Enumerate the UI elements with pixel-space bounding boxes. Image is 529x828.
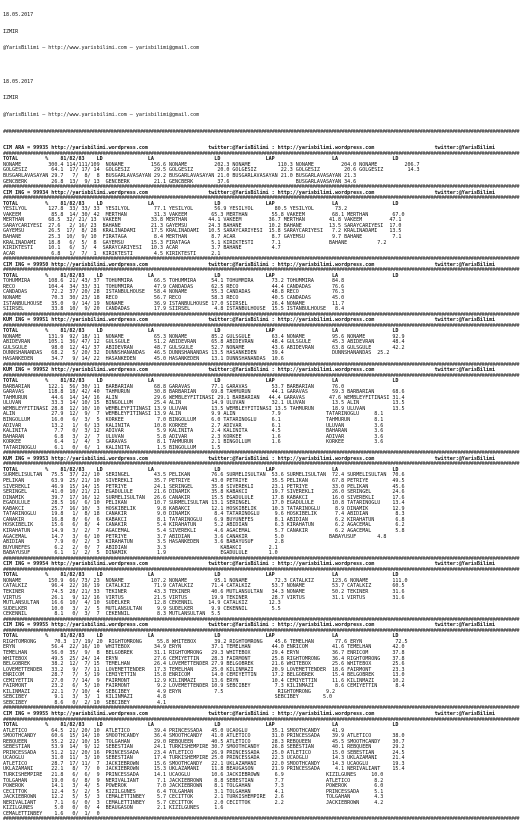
header-city: IZMIR — [3, 28, 19, 35]
header-date-repeat: 18.05.2017 — [3, 78, 34, 85]
column-header: TOTAL % 81/82/83 LD LA LD LAP LA LD — [3, 633, 399, 640]
table-row: UCAOGLU 31.0 11/ 3/ 10 SEBESTIAN 17.4 TURKISHEMPIRE 25.0 PRINCESSADA 22.3 UCAOGLU 14.3 UKLAZAMANI 21.4 — [3, 755, 405, 762]
divider-rule: ################################################################################################################################################################################################ — [3, 555, 520, 562]
table-row: AGACEMAL 14.7 3/ 6/ 10 PETRIYE 3.7 ABIDIAN 3.6 CANAKIR 5.0 BABAYUSUF 4.8 — [3, 533, 387, 540]
table-row: GARAVAS 118.8 18/ 42/ 40 TAHMURUN 30.8 BARBARIAN 69.8 TAHMURUN 44.1 GARAVAS 59.3 BARBARIAN 68.6 — [3, 389, 405, 396]
table-row: GOLGESIZ 64.1 17/ 17/ 14 GOLGESIZ 29.5 GOLGESIZ 20.0 GOLGESIZ 22.3 GOLGESIZ 20.6 GOLGESIZ 14.3 — [3, 167, 420, 174]
header-city-repeat: IZMIR — [3, 95, 19, 102]
table-row: ENRICOM 28.7 7/ 5/ 19 CEMIYETTIN 15.8 ENRICOM 14.0 CEMIYETTIN 17.2 BELGOBREK 15.4 BELGOBREK 13.0 — [3, 672, 405, 679]
divider-rule: ################################################################################################################################################################################################ — [3, 150, 520, 157]
header-contact-repeat: @YarisBilimi — http://www.yarisbilimi.com — yarisbilimi@gmail.com — [3, 111, 200, 118]
table-row: TURKISHEMPIRE 21.8 6/ 6/ 9 PRINCESSADA 14.1 UCAOGLU 10.6 JACKIEBROWN 6.9 KIZILGUNES 10.0 — [3, 772, 384, 779]
results-sheet — [3, 2, 526, 823]
table-row: NONAME 150.9 66/ 73/ 23 NONAME 107.2 NONAME 95.1 NONAME 72.3 CATALKIZ 123.6 NONAME 111.0 — [3, 577, 408, 584]
race-block — [3, 712, 526, 823]
table-row: VAKEEM 85.8 14/ 30/ 42 MERTHAN 31.3 VAKEEM 65.3 MERTHAN 55.8 VAKEEM 68.1 MERTHAN 67.0 — [3, 211, 405, 218]
race-block — [3, 191, 526, 263]
table-row: TOHUMMIRA 108.6 21/ 43/ 37 TOHUMMIRA 66.5 TOHUMMIRA 54.1 TOHUMMIRA 73.2 TOHUMMIRA 84.8 — [3, 278, 345, 285]
header-contact: @YarisBilimi — http://www.yarisbilimi.com — yarisbilimi@gmail.com — [3, 45, 200, 52]
table-row: YESILYOL 127.8 33/ 33/ 33 YESILYOL 77.1 YESILYOL 56.9 YESILYOL 80.5 YESILYOL 73.2 — [3, 206, 348, 213]
table-row: KIZILGUNES 5.0 0/ 0/ 4 BEAUGASON 2.1 KIZILGUNES 1.6 — [3, 805, 224, 812]
divider-rule: ################################################################################################################################################################################################ — [3, 716, 520, 723]
table-row: CANDADAS 72.2 37/ 20/ 28 ISTANBULHOUSE 58.4 NONAME 55.3 CANDADAS 48.8 RECO 76.3 — [3, 289, 345, 296]
race-block — [3, 368, 526, 457]
divider-rule: ################################################################################################################################################################################################ — [3, 267, 520, 274]
table-row: SEBCIBEY 8.6 0/ 2/ 10 SEBCIBEY 4.1 — [3, 699, 166, 706]
table-row: SIVEREKLI 46.9 15/ 14/ 15 PETRIYE 24.1 SERINGEL 35.8 SIVEREKLI 23.1 PETRIYE 33.0 PELIKAN 45.6 — [3, 483, 405, 490]
table-row: HASANKEDEN 34.7 9/ 14/ 22 HASANKEDEN 45.0 HASANKEDEN 13.1 DUNNSHANANDAS 10.6 — [3, 356, 284, 362]
table-row: CATALKIZ 96.4 22/ 16/ 19 CATALKIZ 71.9 CATALKIZ 71.4 CATALKIZ 53.7 NONAME 53.7 CATALKIZ 60.5 — [3, 583, 405, 590]
column-header: TOTAL % 81/82/83 LD LA LD LAP LA LD — [3, 378, 399, 385]
race-block — [3, 562, 526, 623]
table-row: DUNNSHANANDAS 68.2 5/ 20/ 32 DUNNSHANANDAS 46.5 DUNNSHANANDAS 13.5 HASANKEDEN 39.4 DUNNSHANANDAS 25.2 — [3, 350, 390, 357]
divider-rule: ################################################################################################################################################################################################ — [3, 705, 520, 712]
table-row: BUSGARLAVASAYAN 29.7 7/ 8/ 8 BUSGARLAVASAYAN 29.2 BUSGARLAVASAYAN 21.0 BUSGARLAVASAYAN 21.0 BUSGARLAVASAYAN 21.3 — [3, 172, 357, 179]
table-row: SERINGEL 41.0 10/ 21/ 21 EGADULULE 21.6 DINAMIK 35.8 KABAKCI 19.7 SIVEREKLI 26.0 SERINGEL 24.6 — [3, 489, 405, 496]
table-row: BINGOLLUM 16.0 6/ 3/ 5 KORKEE 7.0 BINGOLLUM 6.0 TATARINOGLU 6.1 TAHMURUN 8.1 — [3, 417, 384, 424]
table-row: MUTLANSULTAN 16.6 10/ 4/ 10 SUDELKER 12.8 CEKENNIL 14.9 CATALKIZ 12.3 — [3, 600, 281, 607]
race-blocks — [3, 146, 526, 823]
column-header: TOTAL % 81/82/83 LD LA LD LAP LA LD — [3, 272, 399, 279]
table-row: TEKINER 74.5 28/ 21/ 33 TEKINER 43.3 TEKINER 40.6 MUTLANSULTAN 34.3 NONAME 50.2 TEKINER 31.6 — [3, 588, 405, 595]
table-row: BAHANE 25.3 10/ 9/ 10 FIRATAGA 8.4 MERTHAN 8.7 ACAR 8.7 GAYEMSU 9.7 BAHANE 7.1 — [3, 233, 402, 240]
column-header: TOTAL % 81/82/83 LD LA LD LAP LA LD — [3, 200, 399, 207]
table-row: SEBCIBEY 9.1 3/ 3/ 1 KILINMAZI 4.8 SEBCIBEY 5.0 — [3, 694, 333, 701]
table-row: BARBARIAN 122.1 56/ 30/ 11 BARBARIAN 68.8 GARAVAS 77.1 GARAVAS 53.7 BARBARIAN 76.0 — [3, 383, 345, 390]
table-row: KORKEE 6.4 1/ 4/ 3 GARAVAS 8.1 TAHMURUN 2.1 BINGOLLUM 1.6 KORKEE 3.6 — [3, 439, 384, 446]
table-row: ERYN 56.4 22/ 16/ 10 WHITEBOX 34.9 ERYN 37.1 TEMELHAN 44.0 ENRICOM 41.6 TEMELHAN 42.0 — [3, 644, 405, 651]
race-block — [3, 318, 526, 368]
table-row: TAHMURUN 44.6 14/ 14/ 16 ALIN 29.6 WEMBLEYFITINASI 29.1 BARBARIAN 44.4 GARAVAS 47.6 WEMBLEYFITINASI 31.4 — [3, 394, 405, 401]
table-row: ACAR 6.8 1/ 7/ 1 KIRIKTESTI 4.5 KIRIKTESTI 2.1 — [3, 250, 221, 257]
table-row: ABIDIAN 7.9 0/ 2/ 3 KIRAHATUN 3.5 HASANKEDEN 3.6 BABAYUSUF 2.8 — [3, 539, 284, 546]
spacer — [3, 63, 526, 69]
table-row: CECITTOK 12.4 5/ 2/ 5 KIZILGUNES 6.4 TOLGAHAN 3.1 TOLGAHAN 4.1 PRINCESSADA 5.1 — [3, 788, 384, 795]
table-row: HOSKIBELIK 15.6 6/ 8/ 4 CANAKIR 5.4 KIRAHATUN 5.2 ABIDIAN 6.3 KIRAHATUN 6.2 AGACEMAL 6.2 — [3, 522, 405, 529]
race-block — [3, 623, 526, 712]
table-row: GAYEMSU 26.5 17/ 8/ 28 KRALINADAMI 17.5 KRALINADAMI 10.5 SARAYCARIYESI 15.8 SARAYCARIYESI 7.2 KRALINADAMI 13.5 — [3, 228, 402, 235]
table-row: WHITEBOX 49.5 25/ 24/ 14 ERYN 27.6 CEMIYETTIN 28.3 FAIRMONT 25.8 RIGHTOMRONG 36.4 RIGHTOMRONG 37.8 — [3, 655, 405, 662]
race-block — [3, 146, 526, 190]
table-row: BABAYUSUF 6.1 1/ 2/ 5 DINAMIK 1.9 EGADULULE 1.0 — [3, 550, 278, 557]
table-row: VIRTUS 26.1 9/ 12/ 16 VIRTUS 21.5 VIRTUS 19.9 TEKINER 28.7 VIRTUS 31.1 VIRTUS 31.6 — [3, 594, 405, 601]
race-block — [3, 457, 526, 562]
race-header: CIM ING = 99954 http://yarisbilimi.wordpress.com twitter:@YarisBilimi : http://yarisbilimi.wordpress.com twitter:@YarisBilimi — [3, 561, 496, 568]
race-header: CIM ARA = 99935 http://yarisbilimi.wordpress.com twitter:@YarisBilimi : http://yarisbilimi.wordpress.com twitter:@YarisBilimi — [3, 145, 496, 152]
table-row: KIRAHATUN 14.9 3/ 2/ 7 AGACEMAL 5.4 SIVEREKLI 4.6 AGACEMAL 5.7 CANAKIR 6.2 AGACEMAL 5.8 — [3, 527, 405, 534]
table-row: SMOOTHCANDY 60.6 15/ 14/ 10 SMOOTHCANDY 36.4 SMOOTHCANDY 41.0 ATLETICO 31.0 PRINCESSADA 39.9 ATLETICO 38.0 — [3, 733, 405, 740]
table-row: PELIKAN 63.9 25/ 21/ 10 SIVEREKLI 35.7 PETRIYE 43.0 PETRIYE 35.5 PELIKAN 67.8 PETRIYE 49.5 — [3, 478, 405, 485]
table-row: ALIN 27.9 12/ 9/ 7 WEMBLEYFITINASI 13.9 ALIN 9.9 ALIN 7.9 TATARINOGLU 8.1 — [3, 411, 384, 418]
table-row: CEMALETTINBEY 1.6 0/ 1/ 0 — [3, 810, 100, 817]
header-date: 18.05.2017 — [3, 12, 34, 19]
table-row: PRINCESSADA 51.2 12/ 20/ 16 PRINCESSADA 23.4 ATLETICO 26.9 PRINCESSADA 25.0 ATLETICO 15.0 SEBESTIAN 24.5 — [3, 749, 405, 756]
divider-rule: ################################################################################################################################################################################################ — [3, 195, 520, 202]
table-row: CANAKIR 16.8 8/ 6/ 6 KABAKCI 8.1 TATARINOGLU 6.9 BUYUNEFES 8.1 ABIDIAN 6.2 KIRAHATUN 6.8 — [3, 516, 405, 523]
table-row: ABIDEVRAN 105.1 36/ 47/ 12 GULSGULE 51.2 ABIDEVRAN 65.8 ABIDEVRAN 48.4 GULSGULE 45.3 ABIDEVRAN 48.4 — [3, 339, 405, 346]
column-header: TOTAL % 81/82/83 LD LA LD LAP LA LD — [3, 328, 399, 335]
table-row: BAHARAN 6.8 3/ 2/ 7 ULUVAN 5.8 ADIVAR 2.3 KORKEE 1.6 ADIVAR 3.6 — [3, 433, 384, 440]
table-row: DINAMIK 39.7 17/ 16/ 12 SURMELISULTAN 26.6 CANAKIR 15.5 EGADULULE 17.8 KABAKCI 16.0 SIVEREKLI 17.6 — [3, 494, 405, 501]
divider-rule: ################################################################################################################################################################################################ — [3, 184, 520, 191]
table-row: NONAME 131.9 92/ 18/ 11 NONAME 65.3 NONAME 85.2 GULSGULE 63.4 NONAME 95.6 NONAME 92.9 — [3, 333, 405, 340]
table-row: NERIVALIANT 7.1 6/ 0/ 3 CEMALETTINBEY 5.7 CECITTOK 2.0 CECITTOK 2.2 JACKIEBROWN 4.2 — [3, 799, 384, 806]
table-row: RECO 104.4 34/ 33/ 31 TOHUMMIRA 47.9 CANDADAS 62.5 RECO 44.4 CANDADAS 76.6 — [3, 283, 345, 290]
table-row: MERTHAN 68.5 32/ 21/ 13 VAKEEM 33.8 MERTHAN 44.1 VAKEEM 36.7 MERTHAN 41.8 VAKEEM 47.1 — [3, 217, 402, 224]
race-header: CIM ING = 99934 http://yarisbilimi.wordpress.com twitter:@YarisBilimi : http://yarisbilimi.wordpress.com twitter:@YarisBilimi — [3, 189, 496, 196]
table-row: NONAME 300.4 114/111/109 NONAME 156.6 NONAME 202.3 NONAME 110.3 NONAME 204.0 NONAME 206.7 — [3, 161, 420, 168]
table-row: TATARINOGLU 6.1 0/ 6/ 1 KALINITA 1.5 BINGOLLUM 1.5 — [3, 444, 221, 451]
race-header: KUM ING = 99951 http://yarisbilimi.wordpress.com twitter:@YarisBilimi : http://yarisbilimi.wordpress.com twitter:@YarisBilimi — [3, 317, 496, 324]
race-header: CIM ING = 99955 http://yarisbilimi.wordpress.com twitter:@YarisBilimi : http://yarisbilimi.wordpress.com twitter:@YarisBilimi — [3, 622, 496, 629]
table-row: CEKENNIL 8.1 0/ 3/ 7 CEKENNIL 8.3 MUTLANSULTAN 5.5 — [3, 611, 221, 618]
divider-rule: ################################################################################################################################################################################################ — [3, 361, 520, 368]
divider-rule: ################################################################################################################################################################################################ — [3, 627, 520, 634]
race-header: KUM ING = 99953 http://yarisbilimi.wordpress.com twitter:@YarisBilimi : http://yarisbilimi.wordpress.com twitter:@YarisBilimi — [3, 455, 496, 462]
table-row: SARAYCARIYESI 27.6 2/ 16/ 23 BAHANE 21.3 GAYEMSU 24.3 BAHANE 10.2 BAHANE 13.5 SARAYCARIYESI 17.0 — [3, 222, 402, 229]
table-row: EGADULULE 28.5 16/ 6/ 10 PELIKAN 10.7 SURMELISULTAN 13.1 SERINGEL 17.0 EGADULULE 10.8 TATARINOGLU 13.4 — [3, 500, 405, 507]
table-row: REBQUEEN 55.2 22/ 10/ 15 TOLGAHAN 29.0 REBQUEEN 40.5 ATLETICO 28.3 REBQUEEN 45.5 SMOOTHCANDY 30.7 — [3, 738, 405, 745]
table-row: TEMELHAN 56.0 35/ 9/ 8 BELGOBREK 31.1 RIGHTOMRONG 29.3 WHITEBOX 29.4 ERYN 36.7 ENRICOM 37.8 — [3, 649, 405, 656]
table-row: SUDELKER 10.0 3/ 2/ 5 MUTLANSULTAN 9.9 SUDELKER 9.9 CEKENNIL 5.5 — [3, 605, 281, 612]
table-row: ATLETICO 64.5 21/ 20/ 10 ATLETICO 39.4 PRINCESSADA 45.0 UCAOGLU 35.1 SMOOTHCANDY 41.9 — [3, 727, 345, 734]
table-row: CEMIYETTIN 27.0 7/ 14/ 9 FAIRMONT 12.9 KILINMAZI 13.6 ERYN 10.4 CEMIYETTIN 11.6 KILINMAZI 10.2 — [3, 677, 405, 684]
race-block — [3, 263, 526, 318]
table-row: TATARINOGLU 19.8 1/ 8/ 18 CANAKIR 9.0 DINAMIK 8.4 TATARINOGLU 9.6 HOSKIBELIK 7.4 ABIDIAN 8.3 — [3, 511, 405, 518]
race-header: CIM ING = 99950 http://yarisbilimi.wordpress.com twitter:@YarisBilimi : http://yarisbilimi.wordpress.com twitter:@YarisBilimi — [3, 261, 496, 268]
table-row: ULUVAN 33.3 14/ 10/ 15 BINGOLLUM 25.4 ALIN 14.9 ULUVAN 32.1 ULUVAN 13.5 ALIN 13.5 — [3, 400, 405, 407]
table-row: UKLAZAMANI 22.1 8/ 7/ 0 JACKIEBROWN 15.3 UKLAZAMANI 11.8 BEAUGASON 21.9 PRINCESSADA 4.1 NERIVALIANT 15.4 — [3, 766, 405, 773]
table-row: POWEROK 14.1 3/ 4/ 5 POWEROK 7.0 JACKIEBROWN 8.1 TOLGAHAN 7.3 POWEROK 6.0 — [3, 783, 384, 790]
table-row: KILINMAZI 22.1 7/ 10/ 4 SEBCIBEY 4.9 ERYN 7.5 RIGHTOMRONG 9.2 — [3, 688, 336, 695]
column-header: TOTAL % 81/82/83 LD LA LD LAP LA LD — [3, 156, 399, 163]
table-row: LOVEMETTENDER 33.2 9/ 7/ 11 LOVEMETTENDER 17.3 TEMELHAN 25.0 KILINMAZI 20.9 LOVEMETTENDER 18.6 FAIRMONT 23.3 — [3, 666, 405, 673]
column-header: TOTAL % 81/82/83 LD LA LD LAP LA LD — [3, 722, 399, 729]
table-row: JACKIEBROWN 12.2 5/ 5/ 3 CEMALETTINBEY 5.7 CECITTOK 2.1 TURKISHEMPIRE 2.6 TOLGAHAN 4.3 — [3, 794, 384, 801]
table-row: KALINITA 7.7 0/ 3/ 12 ADIVAR 5.9 KALINITA 2.4 KALINITA 4.5 BAHARAN 3.6 — [3, 428, 384, 435]
table-row: ADIVAR 13.2 1/ 6/ 13 KALINITA 10.8 KORKEE 2.7 ADIVAR 6.1 ULUVAN 3.6 — [3, 422, 384, 429]
divider-rule: ################################################################################################################################################################################################ — [3, 566, 520, 573]
table-row: GENCBERK 26.8 13/ 9/ 13 GENCBERK 21.1 GENCBERK 37.6 BUSGARLAVASAYAN 34.6 — [3, 178, 357, 185]
divider-rule: ################################################################################################################################################################################################ — [3, 461, 520, 468]
table-row: GULSGULE 98.0 12/ 41/ 37 ABIDEVRAN 48.7 GULSGULE 52.7 NONAME 43.6 ABIDEVRAN 63.8 GULSGULE 42.2 — [3, 344, 405, 351]
table-row: ATLETICO 28.7 17/ 11/ 7 JACKIEBROWN 15.6 SMOOTHCANDY 22.1 UKLAZAMANI 22.0 SMOOTHCANDY 14.3 UCAOGLU 19.3 — [3, 760, 405, 767]
divider-rule: ################################################################################################################################################################################################ — [3, 372, 520, 379]
table-row: TOLGAHAN 19.0 6/ 8/ 9 NERIVALIANT 7.1 JACKIEBROWN 8.8 SEBESTIAN 7.7 ATLETICO 8.2 — [3, 777, 384, 784]
race-header: KUM ING = 99952 http://yarisbilimi.wordpress.com twitter:@YarisBilimi : http://yarisbilimi.wordpress.com twitter:@YarisBilimi — [3, 367, 496, 374]
divider-rule: ################################################################################################################################################################################################ — [3, 256, 520, 263]
divider-rule: ################################################################################################################################################################################################ — [3, 816, 520, 823]
table-row: NONAME 70.3 30/ 23/ 18 RECO 56.7 RECO 58.3 RECO 40.5 CANDADAS 45.0 — [3, 294, 345, 301]
table-row: SIIRSEL 33.8 10/ 9/ 20 CANDADAS 17.9 SIIRSEL 4.8 ISTANBULHOUSE 15.5 ISTANBULHOUSE 8.4 — [3, 306, 345, 313]
column-header: TOTAL % 81/82/83 LD LA LD LAP LA LD — [3, 572, 399, 579]
table-row: KRALINADAMI 18.8 6/ 5/ 8 GAYEMSU 15.3 FIRATAGA 5.1 KIRIKTESTI 7.1 BAHANE 7.2 — [3, 239, 387, 246]
table-row: KIRIKTESTI 10.1 6/ 3/ 4 SARAYCARIYESI 10.3 ACAR 3.7 BAHANE 4.7 — [3, 245, 281, 252]
table-row: WEMBLEYFITINASI 28.8 12/ 10/ 10 WEMBLEYFITINASI 13.9 ULUVAN 13.5 WEMBLEYFITINASI 13.5 TAHMURUN 18.9 ULUVAN 13.5 — [3, 405, 405, 412]
divider-rule: ################################################################################################################################################################################################ — [3, 128, 520, 135]
table-row: SEBESTIAN 53.9 14/ 9/ 12 SEBESTIAN 24.1 TURKISHEMPIRE 30.7 SMOOTHCANDY 26.8 SEBESTIAN 40.1 REBQUEEN 29.2 — [3, 744, 405, 751]
column-header: TOTAL % 81/82/83 LD LA LD LAP LA LD — [3, 466, 399, 473]
divider-rule: ################################################################################################################################################################################################ — [3, 322, 520, 329]
race-header: CIM ING = 99955 http://yarisbilimi.wordpress.com twitter:@YarisBilimi : http://yarisbilimi.wordpress.com twitter:@YarisBilimi — [3, 711, 496, 717]
table-row: FAIRMONT 23.2 6/ 5/ 10 FAIRMONT 9.2 LOVEMETTENDER 10.9 SEBCIBEY 7.3 KILINMAZI 8.6 CEMIYETTIN 8.4 — [3, 683, 405, 690]
divider-rule: ################################################################################################################################################################################################ — [3, 450, 520, 457]
table-row: KABAKCI 25.7 16/ 10/ 3 HOSKIBELIK 9.8 KABAKCI 12.1 HOSKIBELIK 10.3 TATARINOGLU 8.9 DINAMIK 12.9 — [3, 505, 405, 512]
table-row: SURMELISULTAN 75.5 37/ 22/ 10 SERINGEL 43.5 PELIKAN 76.6 SURMELISULTAN 53.6 SURMELISULTAN 72.4 SURMELISULTAN 70.6 — [3, 472, 405, 479]
table-row: BELGOBREK 38.2 12/ 7/ 15 TEMELHAN 26.4 LOVEMETTENDER 27.9 BELGOBREK 21.6 WHITEBOX 25.6 WHITEBOX 25.6 — [3, 661, 405, 668]
table-row: RIGHTOMRONG 70.3 17/ 19/ 20 RIGHTOMRONG 55.8 WHITEBOX 39.2 RIGHTOMRONG 45.6 TEMELHAN 77.6 ERYN 72.5 — [3, 638, 408, 645]
divider-rule: ################################################################################################################################################################################################ — [3, 311, 520, 318]
table-row: BUYUNEFES 6.2 2/ 0/ 7 ABIDIAN 3.3 KABAKCI 2.1 — [3, 544, 278, 551]
table-row: ISTANBULHOUSE 35.0 9/ 14/ 19 NONAME 36.9 ISTANBULHOUSE 17.0 SIIRSEL 26.4 NONAME 11.7 — [3, 300, 345, 307]
divider-rule: ################################################################################################################################################################################################ — [3, 616, 520, 623]
